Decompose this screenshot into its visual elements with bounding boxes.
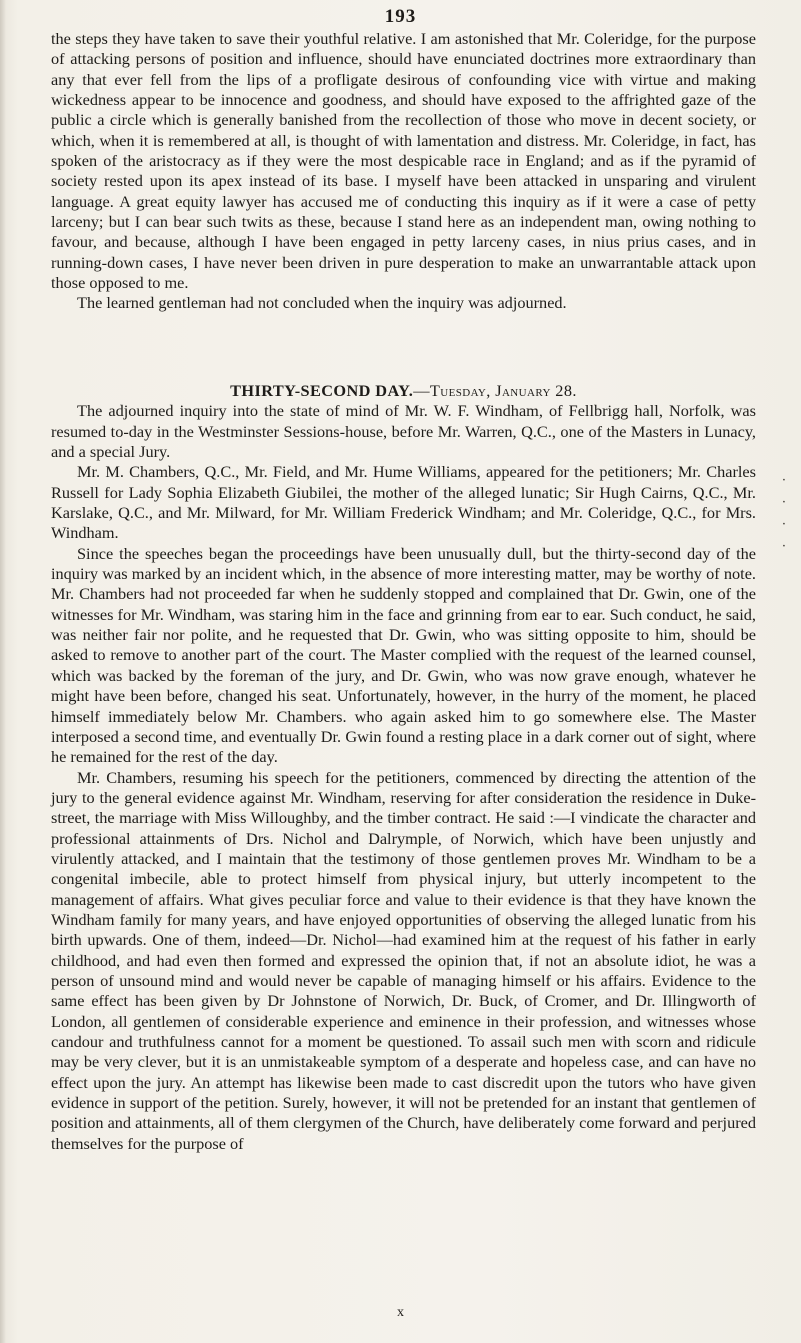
signature-mark: x <box>397 1305 404 1320</box>
heading-date: —Tuesday, January 28. <box>413 381 577 400</box>
paragraph-adjourned: The learned gentleman had not concluded when the inquiry was adjourned. <box>77 293 567 313</box>
body-text-block-2 <box>51 381 756 1154</box>
paragraph-chambers-speech: Mr. Chambers, resuming his speech for the petitioners, commenced by directing the attention of the jury to the general evidence against Mr. Windham, reserving for after consideration the residence in Duke-street, the marriage with Miss Willoughby, and the timber contract. He said :—I vindicate the character and professional attainments of Drs. Nichol and Dalrymple, of Norwich, which have been unjustly and virulently attacked, and I maintain that the testimony of those gentlemen proves Mr. Windham to be a congenital imbecile, able to protect himself from physical injury, but utterly incompetent to the management of affairs. What gives peculiar force and value to their evidence is that they have known the Windham family for many years, and have enjoyed opportunities of observing the alleged lunatic from his birth upwards. One of them, indeed—Dr. Nichol—had examined him at the request of his father in early childhood, and had even then formed and expressed the opinion that, if not an absolute idiot, he was a person of unsound mind and would never be capable of managing himself or his affairs. Evidence to the same effect has been given by Dr Johnstone of Norwich, Dr. Buck, of Cromer, and Dr. Illingworth of London, all gentlemen of considerable experience and eminence in their profession, and witnesses whose candour and truthfulness cannot for a moment be questioned. To assail such men with scorn and ridicule may be very clever, but it is an unmistakeable symptom of a desperate and hopeless case, and can have no effect upon the jury. An attempt has likewise been made to cast discredit upon the tutors who have given evidence in support of the petition. Surely, however, it will not be pretended for an instant that gentlemen of position and attainments, all of them clergymen of the Church, have deliberately come forward and perjured themselves for the purpose of <box>51 767 756 1153</box>
page-binding-shadow <box>0 0 6 1343</box>
margin-tick-mark: · <box>781 495 787 510</box>
margin-tick-mark: · <box>781 473 787 488</box>
paragraph-counsel: Mr. M. Chambers, Q.C., Mr. Field, and Mr. Hume Williams, appeared for the petitioners; Mr. Charles Russell for Lady Sophia Elizabeth Giubilei, the mother of the alleged lunatic; Sir Hugh Cairns, Q.C., Mr. Karslake, Q.C., and Mr. Milward, for Mr. William Frederick Windham; and Mr. Coleridge, Q.C., for Mrs. Windham. <box>51 462 756 543</box>
margin-pencil-marks <box>771 470 797 558</box>
paragraph-continuation: the steps they have taken to save their youthful relative. I am astonished that Mr. Coleridge, for the purpose of attacking persons of position and influence, should have enunciated doctrines more extraordinary than any that ever fell from the lips of a profligate desirous of confounding vice with virtue and making wickedness appear to be innocence and goodness, and should have exposed to the affrighted gaze of the public a circle which is generally banished from the recollection of those who move in decent society, or which, when it is remembered at all, is thought of with lamentation and distress. Mr. Coleridge, in fact, has spoken of the aristocracy as if they were the most despicable race in England; and as if the pyramid of society rested upon its apex instead of its base. I myself have been attacked in unsparing and virulent language. A great equity lawyer has accused me of conducting this inquiry as if it were a case of petty larceny; but I can bear such twits as these, because I stand here as an independent man, owing nothing to favour, and because, although I have been engaged in petty larceny cases, in nius prius cases, and in running-down cases, I have never been driven in pure desperation to make an unwarrantable attack upon those opposed to me. <box>51 29 756 293</box>
margin-tick-mark: · <box>781 539 787 554</box>
paragraph-dr-gwin-incident: Since the speeches began the proceedings have been unusually dull, but the thirty-second day of the inquiry was marked by an incident which, in the absence of more interesting matter, may be worthy of note. Mr. Chambers had not proceeded far when he suddenly stopped and complained that Dr. Gwin, one of the witnesses for Mr. Windham, was staring him in the face and grinning from ear to ear. Such conduct, he said, was neither fair nor polite, and he requested that Dr. Gwin, who was sitting opposite to him, should be asked to remove to another part of the court. The Master complied with the request of the learned counsel, which was backed by the foreman of the jury, and Dr. Gwin, who was now grave enough, whatever he might have been before, changed his seat. Unfortunately, however, in the hurry of the moment, he placed himself immediately below Mr. Chambers. who again asked him to go somewhere else. The Master interposed a second time, and eventually Dr. Gwin found a resting place in a dark corner out of sight, where he remained for the rest of the day. <box>51 543 756 767</box>
margin-tick-mark: · <box>781 517 787 532</box>
page-number: 193 <box>384 6 417 27</box>
section-heading <box>51 381 756 401</box>
heading-title: THIRTY-SECOND DAY. <box>230 381 414 400</box>
body-text-block-1 <box>51 29 756 314</box>
paragraph-inquiry-resumed: The adjourned inquiry into the state of mind of Mr. W. F. Windham, of Fellbrigg hall, Norfolk, was resumed to-day in the Westminster Sessions-house, before Mr. Warren, Q.C., one of the Masters in Lunacy, and a special Jury. <box>51 401 756 462</box>
